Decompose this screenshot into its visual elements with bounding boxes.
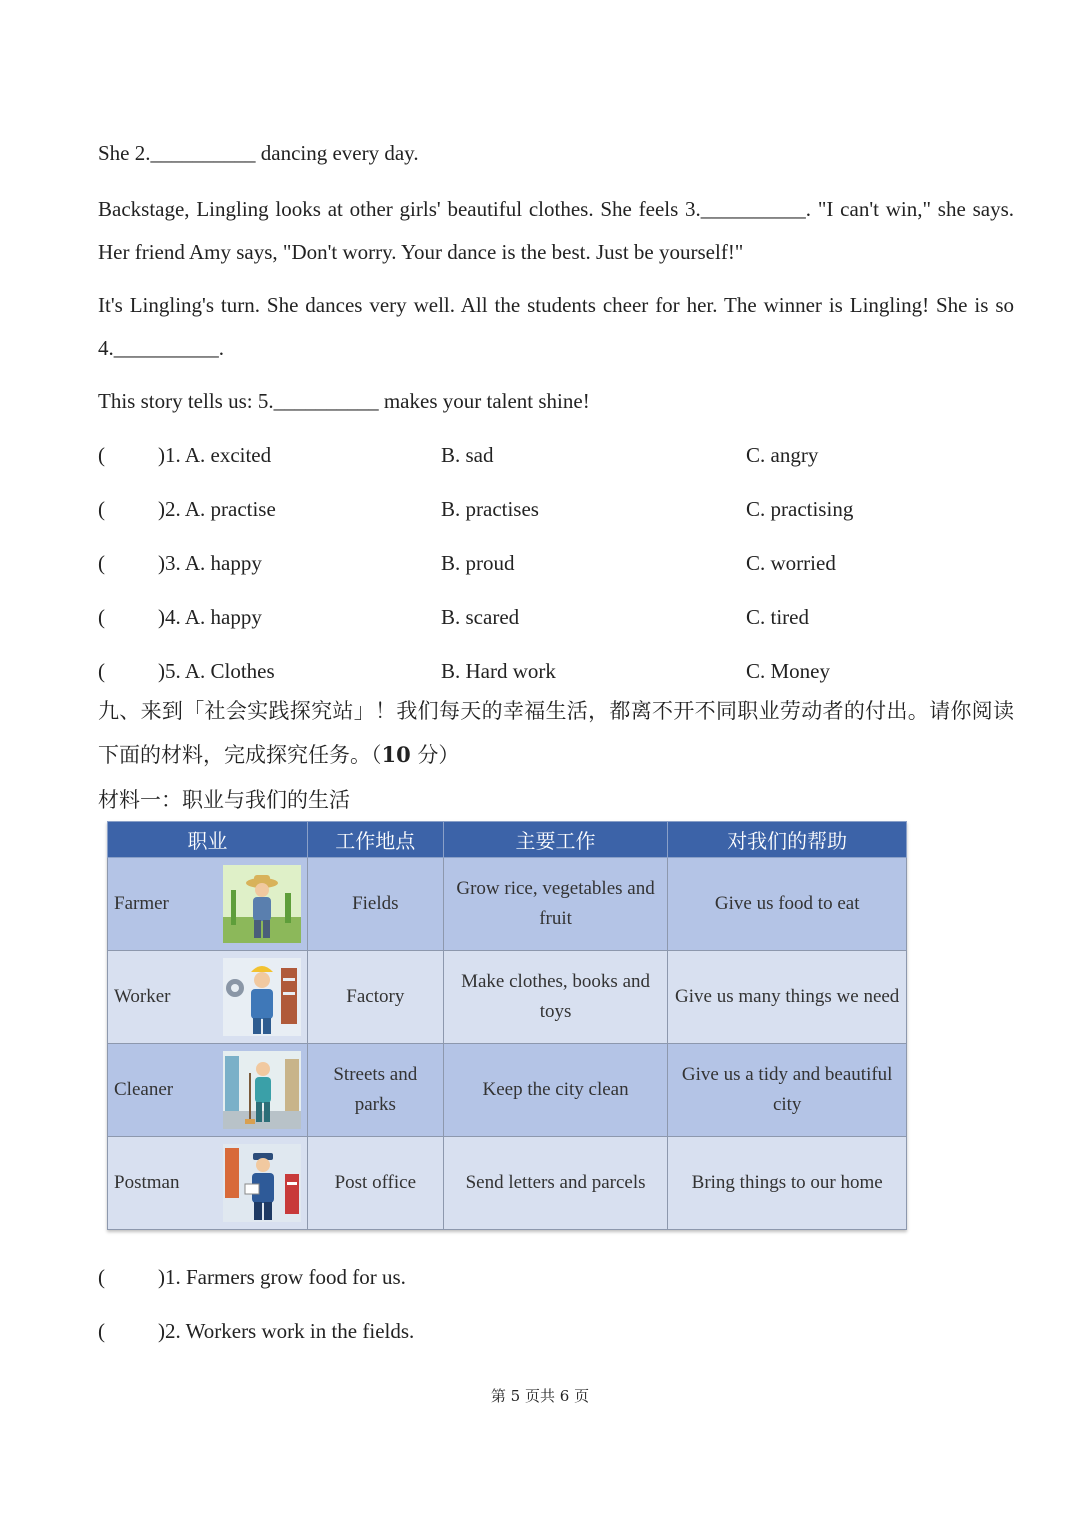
story-paragraph-turn: It's Lingling's turn. She dances very well. All the students cheer for her. The winner is Lingling! She is so 4.__________. xyxy=(98,293,1014,360)
choice-a: )1. A. excited xyxy=(158,443,272,467)
help-cell: Bring things to our home xyxy=(668,1137,907,1230)
place-cell: Streets and parks xyxy=(307,1044,443,1137)
job-name: Cleaner xyxy=(114,1079,174,1100)
choice-c: C. tired xyxy=(746,605,809,629)
choice-c: C. practising xyxy=(746,497,854,521)
table-row xyxy=(108,858,907,951)
page-footer: 第 5 页共 6 页 xyxy=(490,1387,590,1405)
help-cell: Give us many things we need xyxy=(668,951,907,1044)
judge-statement: )2. Workers work in the fields. xyxy=(158,1319,415,1343)
story-moral-line: This story tells us: 5.__________ makes your talent shine! xyxy=(98,389,590,413)
choice-a: )3. A. happy xyxy=(158,551,262,575)
help-cell: Give us a tidy and beautiful city xyxy=(668,1044,907,1137)
job-name: Farmer xyxy=(114,893,169,914)
header-work: 主要工作 xyxy=(443,822,668,858)
header-job: 职业 xyxy=(108,822,308,858)
section-9-score: 10 xyxy=(381,742,411,767)
answer-bracket[interactable]: ( xyxy=(98,1319,105,1343)
judge-statement: )1. Farmers grow food for us. xyxy=(158,1265,406,1289)
worker-picture xyxy=(223,958,301,1036)
choice-c: C. Money xyxy=(746,659,830,683)
story-line-2: She 2.__________ dancing every day. xyxy=(98,141,419,165)
work-cell: Grow rice, vegetables and fruit xyxy=(443,858,668,951)
choice-b: B. Hard work xyxy=(441,659,556,683)
choice-a: )2. A. practise xyxy=(158,497,276,521)
answer-bracket[interactable]: ( xyxy=(98,605,105,629)
place-cell: Fields xyxy=(307,858,443,951)
job-cell xyxy=(108,858,308,951)
work-cell: Keep the city clean xyxy=(443,1044,668,1137)
choice-b: B. proud xyxy=(441,551,515,575)
choice-b: B. scared xyxy=(441,605,520,629)
job-name: Worker xyxy=(114,986,171,1007)
answer-bracket[interactable]: ( xyxy=(98,1265,105,1289)
answer-bracket[interactable]: ( xyxy=(98,659,105,683)
section-9-score-suffix: 分） xyxy=(410,743,460,767)
job-cell xyxy=(108,1137,308,1230)
jobs-table xyxy=(107,821,907,1230)
choice-b: B. practises xyxy=(441,497,539,521)
header-help: 对我们的帮助 xyxy=(668,822,907,858)
story-paragraph-backstage: Backstage, Lingling looks at other girls' beautiful clothes. She feels 3.__________. "I can't win," she says. Her friend Amy says, "Don't worry. Your dance is the best. Just be yourself!" xyxy=(98,197,1014,264)
farmer-picture xyxy=(223,865,301,943)
postman-picture xyxy=(223,1144,301,1222)
choice-a: )4. A. happy xyxy=(158,605,262,629)
job-cell xyxy=(108,951,308,1044)
work-cell: Send letters and parcels xyxy=(443,1137,668,1230)
place-cell: Factory xyxy=(307,951,443,1044)
table-row xyxy=(108,1137,907,1230)
section-9-intro xyxy=(98,690,1014,777)
help-cell: Give us food to eat xyxy=(668,858,907,951)
cleaner-picture xyxy=(223,1051,301,1129)
table-row xyxy=(108,1044,907,1137)
choice-b: B. sad xyxy=(441,443,494,467)
table-row xyxy=(108,951,907,1044)
job-name: Postman xyxy=(114,1172,180,1193)
answer-bracket[interactable]: ( xyxy=(98,497,105,521)
choice-a: )5. A. Clothes xyxy=(158,659,275,683)
job-cell xyxy=(108,1044,308,1137)
section-9-intro-text: 九、来到「社会实践探究站」！我们每天的幸福生活，都离不开不同职业劳动者的付出。请你阅读下面的材料，完成探究任务。（ xyxy=(98,699,1014,767)
work-cell: Make clothes, books and toys xyxy=(443,951,668,1044)
header-place: 工作地点 xyxy=(307,822,443,858)
place-cell: Post office xyxy=(307,1137,443,1230)
choice-c: C. angry xyxy=(746,443,819,467)
answer-bracket[interactable]: ( xyxy=(98,551,105,575)
choice-c: C. worried xyxy=(746,551,836,575)
material-one-title: 材料一：职业与我们的生活 xyxy=(98,788,350,812)
answer-bracket[interactable]: ( xyxy=(98,443,105,467)
